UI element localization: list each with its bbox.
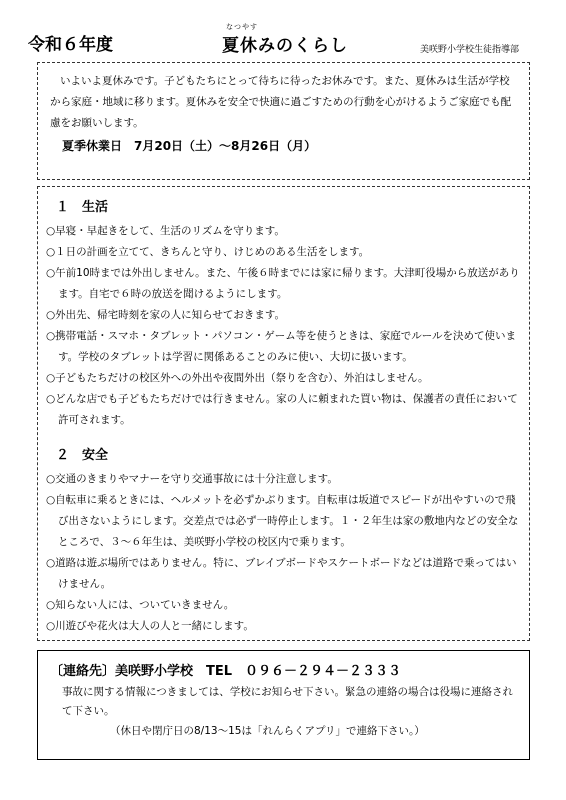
rules-box: [37, 186, 530, 641]
list-item: ○携帯電話・スマホ・タブレット・パソコン・ゲーム等を使うときは、家庭でルールを決めて使います。学校のタブレットは学習に関係あることのみに使い、大切に扱います。: [46, 330, 517, 363]
list-item: ○外出先、帰宅時刻を家の人に知らせておきます。: [46, 309, 286, 321]
intro-paragraph: いよいよ夏休みです。子どもたちにとって待ちに待ったお休みです。また、夏休みは生活が学校から家庭・地域に移ります。夏休みを安全で快適に過ごすための行動を心がけるようご家庭でも配慮をお願いします。: [50, 75, 512, 129]
fiscal-year-label: 令和６年度: [28, 35, 113, 55]
list-item: ○道路は遊ぶ場所ではありません。特に、ブレイブボードやスケートボードなどは道路で乗ってはいけません。: [46, 557, 517, 590]
title-ruby: なつやす: [226, 23, 258, 31]
contact-body: 事故に関する情報につきましては、学校にお知らせ下さい。緊急の連絡の場合は役場に連絡されて下さい。: [62, 686, 513, 717]
section-heading-life: １ 生活: [56, 200, 109, 215]
vacation-dates: 夏季休業日 7月20日（土）～8月26日（月）: [62, 139, 317, 153]
list-item: ○１日の計画を立てて、きちんと守り、けじめのある生活をします。: [46, 246, 370, 258]
contact-heading: 〔連絡先〕美咲野小学校 TEL ０９６－２９４－２３３３: [50, 664, 402, 679]
organization-name: 美咲野小学校生徒指導部: [420, 45, 520, 55]
list-item: ○どんな店でも子どもたちだけでは行きません。家の人に頼まれた買い物は、保護者の責任において許可されます。: [46, 393, 518, 426]
list-item: ○子どもたちだけの校区外への外出や夜間外出（祭りを含む）、外泊はしません。: [46, 372, 429, 384]
list-item: ○交通のきまりやマナーを守り交通事故には十分注意します。: [46, 473, 338, 485]
list-item: ○早寝・早起きをして、生活のリズムを守ります。: [46, 225, 285, 237]
list-item: ○知らない人には、ついていきません。: [46, 599, 235, 611]
list-item: ○川遊びや花火は大人の人と一緒にします。: [46, 620, 254, 632]
contact-box: [37, 650, 530, 760]
page-title: 夏休みのくらし: [222, 36, 348, 56]
list-item: ○午前10時までは外出しません。また、午後６時までには家に帰ります。大津町役場から放送があります。自宅で６時の放送を聞けるようにします。: [46, 267, 520, 300]
contact-note: （休日や閉庁日の8/13～15は「れんらくアプリ」で連絡下さい。）: [110, 725, 425, 737]
section-heading-safety: ２ 安全: [56, 448, 109, 463]
intro-box: [37, 62, 530, 180]
list-item: ○自転車に乗るときには、ヘルメットを必ずかぶります。自転車は坂道でスピードが出やすいので飛び出さないようにします。交差点では必ず一時停止します。１・２年生は家の敷地内などの安全なところで、３～６年生は、美咲野小学校の校区内で乗ります。: [46, 494, 519, 548]
